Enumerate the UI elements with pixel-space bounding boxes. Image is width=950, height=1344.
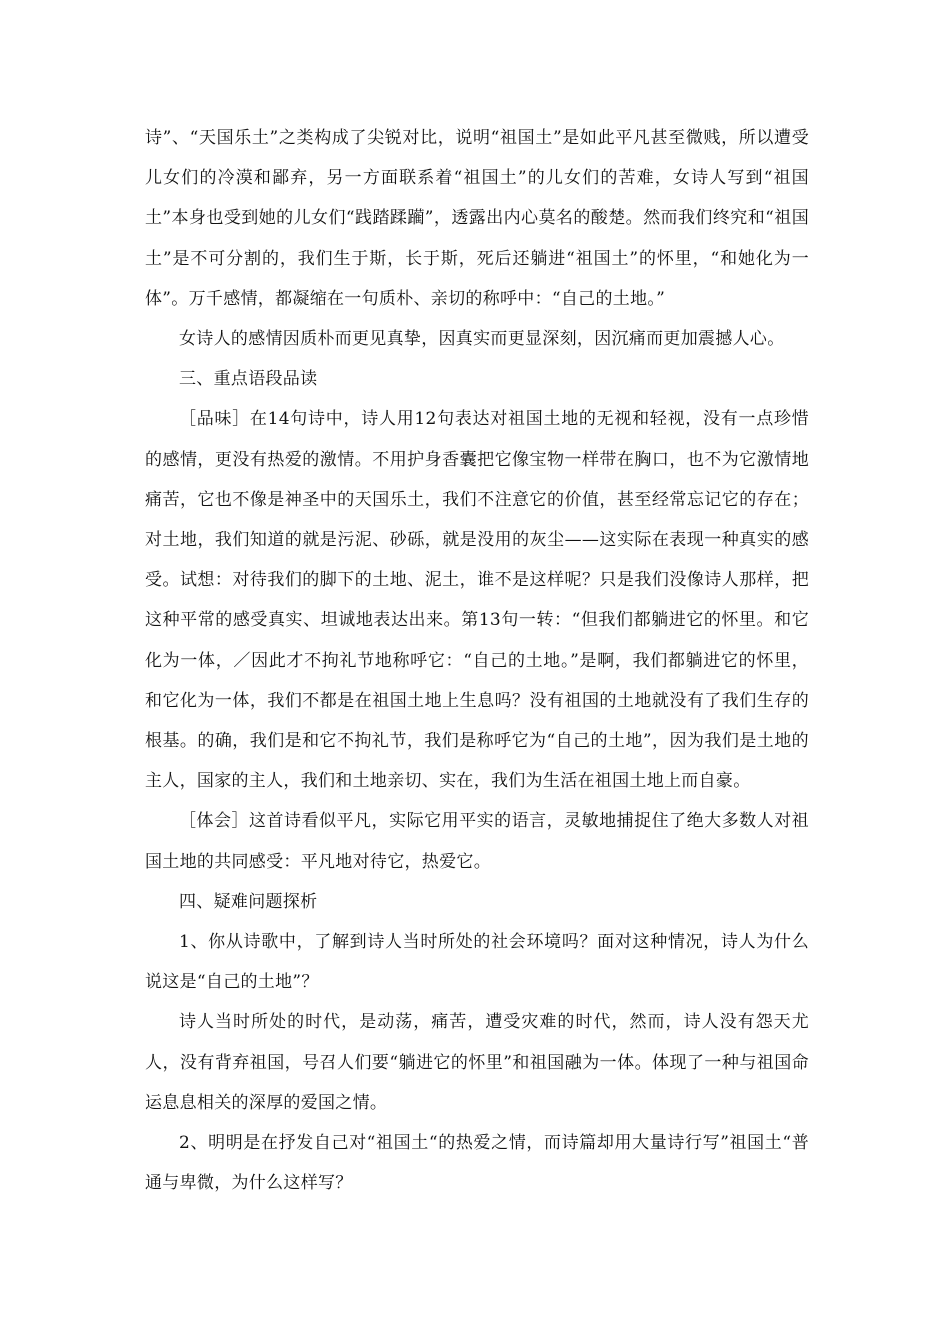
section-heading-difficult-questions: 四、疑难问题探析 xyxy=(179,891,318,912)
paragraph-continuation: 诗”、“天国乐土”之类构成了尖锐对比，说明“祖国土”是如此平凡甚至微贱，所以遭受儿女们的冷漠和鄙弃，另一方面联系着“祖国土”的儿女们的苦难，女诗人写到“祖国土”本身也受到她的儿女们“践踏蹂躏”，透露出内心莫名的酸楚。然而我们终究和“祖国土”是不可分割的，我们生于斯，长于斯，死后还躺进“祖国土”的怀里，“和她化为一体”。万千感情，都凝缩在一句质朴、亲切的称呼中：“自己的土地。” xyxy=(145,128,809,309)
paragraph-summary: 女诗人的感情因质朴而更见真挚，因真实而更显深刻，因沉痛而更加震撼人心。 xyxy=(179,329,785,350)
question-1: 1、你从诗歌中，了解到诗人当时所处的社会环境吗？面对这种情况，诗人为什么说这是“自己的土地”？ xyxy=(145,932,809,993)
paragraph-appreciation: ［品味］在14句诗中，诗人用12句表达对祖国土地的无视和轻视，没有一点珍惜的感情，更没有热爱的激情。不用护身香囊把它像宝物一样带在胸口，也不为它激情地痛苦，它也不像是神圣中的天国乐土，我们不注意它的价值，甚至经常忘记它的存在；对土地，我们知道的就是污泥、砂砾，就是没用的灰尘——这实际在表现一种真实的感受。试想：对待我们的脚下的土地、泥土，谁不是这样呢？只是我们没像诗人那样，把这种平常的感受真实、坦诚地表达出来。第13句一转：“但我们都躺进它的怀里。和它化为一体，／因此才不拘礼节地称呼它：“自己的土地。”是啊，我们都躺进它的怀里，和它化为一体，我们不都是在祖国土地上生息吗？没有祖国的土地就没有了我们生存的根基。的确，我们是和它不拘礼节，我们是称呼它为“自己的土地”，因为我们是土地的主人，国家的主人，我们和土地亲切、实在，我们为生活在祖国土地上而自豪。 xyxy=(145,409,809,792)
answer-1: 诗人当时所处的时代，是动荡，痛苦，遭受灾难的时代，然而，诗人没有怨天尤人，没有背弃祖国，号召人们要“躺进它的怀里”和祖国融为一体。体现了一种与祖国命运息息相关的深厚的爱国之情。 xyxy=(145,1012,809,1113)
document-body xyxy=(145,118,809,1203)
question-2: 2、明明是在抒发自己对“祖国土“的热爱之情，而诗篇却用大量诗行写”祖国土“普通与卑微，为什么这样写？ xyxy=(145,1133,809,1194)
paragraph-reflection: ［体会］这首诗看似平凡，实际它用平实的语言，灵敏地捕捉住了绝大多数人对祖国土地的共同感受：平凡地对待它，热爱它。 xyxy=(145,811,809,872)
section-heading-key-passages: 三、重点语段品读 xyxy=(179,369,318,390)
